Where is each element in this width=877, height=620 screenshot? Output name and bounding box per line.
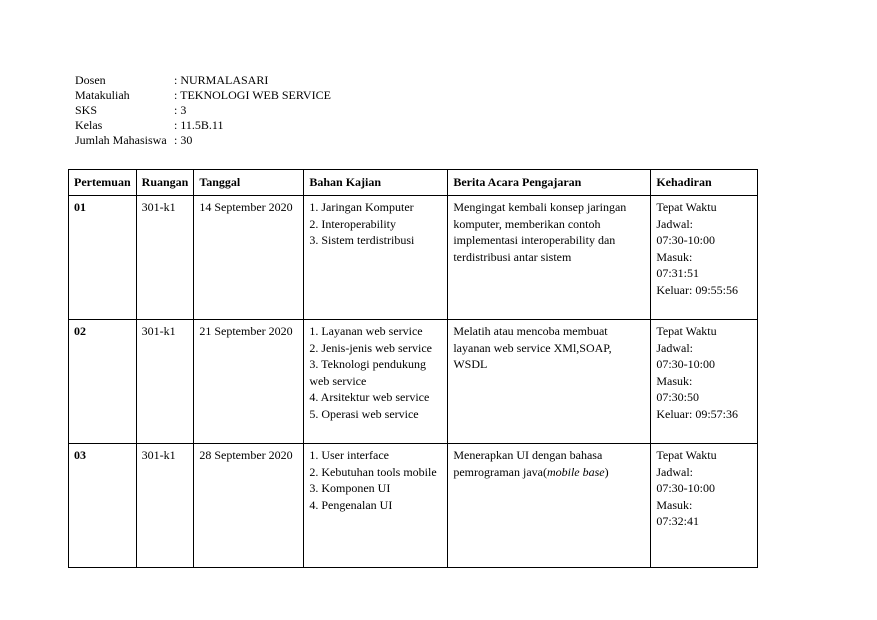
info-row-matakuliah bbox=[75, 88, 331, 103]
kehadiran-line: 07:30:50 bbox=[656, 390, 700, 404]
info-value: : NURMALASARI bbox=[174, 73, 269, 87]
list-item: 4. Arsitektur web service bbox=[309, 390, 430, 404]
kehadiran-line: 07:32:41 bbox=[656, 514, 700, 528]
info-row-dosen bbox=[75, 73, 331, 88]
info-value: : TEKNOLOGI WEB SERVICE bbox=[174, 88, 331, 102]
info-row-sks bbox=[75, 103, 331, 118]
info-label: Jumlah Mahasiswa bbox=[75, 133, 167, 147]
cell-bahan-kajian bbox=[304, 320, 448, 444]
cell-ruangan: 301-k1 bbox=[136, 320, 194, 444]
cell-kehadiran bbox=[651, 196, 758, 320]
cell-pertemuan: 01 bbox=[69, 196, 137, 320]
list-item: 1. User interface bbox=[309, 448, 389, 462]
kehadiran-line: 07:30-10:00 bbox=[656, 481, 716, 495]
info-value: : 3 bbox=[174, 103, 187, 117]
info-row-kelas bbox=[75, 118, 331, 133]
cell-ruangan: 301-k1 bbox=[136, 444, 194, 568]
attendance-table bbox=[68, 169, 758, 568]
info-label: SKS bbox=[75, 103, 98, 117]
cell-bahan-kajian bbox=[304, 196, 448, 320]
kehadiran-line: Jadwal: bbox=[656, 216, 693, 231]
bahan-list bbox=[309, 199, 442, 249]
cell-tanggal: 21 September 2020 bbox=[194, 320, 304, 444]
berita-emphasis: mobile base bbox=[546, 464, 605, 479]
course-info bbox=[75, 73, 331, 148]
cell-bahan-kajian bbox=[304, 444, 448, 568]
info-row-jumlah bbox=[75, 133, 331, 148]
list-item: 1. Jaringan Komputer bbox=[309, 200, 414, 214]
berita-text-end: ) bbox=[604, 464, 609, 479]
list-item: 2. Interoperability bbox=[309, 216, 396, 231]
kehadiran-line: Tepat Waktu bbox=[656, 324, 717, 338]
kehadiran-line: Masuk: bbox=[656, 497, 693, 512]
kehadiran-line: Keluar: 09:57:36 bbox=[656, 406, 738, 421]
info-label: Kelas bbox=[75, 118, 103, 132]
header-kehadiran: Kehadiran bbox=[651, 170, 758, 196]
info-label: Dosen bbox=[75, 73, 106, 87]
table-header-row bbox=[69, 170, 758, 196]
cell-kehadiran bbox=[651, 444, 758, 568]
kehadiran-line: 07:30-10:00 bbox=[656, 233, 716, 247]
cell-berita-acara: Mengingat kembali konsep jaringan komputer, memberikan contoh implementasi interoperability dan terdistribusi antar sistem bbox=[448, 196, 651, 320]
cell-tanggal: 28 September 2020 bbox=[194, 444, 304, 568]
header-bahan-kajian: Bahan Kajian bbox=[304, 170, 448, 196]
kehadiran-line: Masuk: bbox=[656, 373, 693, 388]
list-item: 3. Teknologi pendukung web service bbox=[309, 357, 426, 388]
info-label: Matakuliah bbox=[75, 88, 130, 102]
kehadiran-line: Tepat Waktu bbox=[656, 448, 717, 462]
header-tanggal: Tanggal bbox=[194, 170, 304, 196]
kehadiran-line: Jadwal: bbox=[656, 464, 693, 479]
cell-berita-acara bbox=[448, 444, 651, 568]
table-row bbox=[69, 320, 758, 444]
kehadiran-line: Masuk: bbox=[656, 249, 693, 264]
list-item: 2. Jenis-jenis web service bbox=[309, 340, 432, 355]
info-value: : 30 bbox=[174, 133, 193, 147]
kehadiran-line: 07:30-10:00 bbox=[656, 357, 716, 371]
bahan-list bbox=[309, 323, 442, 422]
kehadiran-line: 07:31:51 bbox=[656, 266, 700, 280]
cell-tanggal: 14 September 2020 bbox=[194, 196, 304, 320]
cell-ruangan: 301-k1 bbox=[136, 196, 194, 320]
header-berita-acara: Berita Acara Pengajaran bbox=[448, 170, 651, 196]
header-pertemuan: Pertemuan bbox=[69, 170, 137, 196]
cell-pertemuan: 03 bbox=[69, 444, 137, 568]
cell-pertemuan: 02 bbox=[69, 320, 137, 444]
list-item: 2. Kebutuhan tools mobile bbox=[309, 464, 437, 479]
bahan-list bbox=[309, 447, 442, 513]
list-item: 5. Operasi web service bbox=[309, 406, 419, 421]
kehadiran-line: Keluar: 09:55:56 bbox=[656, 282, 738, 297]
cell-kehadiran bbox=[651, 320, 758, 444]
info-value: : 11.5B.11 bbox=[174, 118, 224, 132]
list-item: 1. Layanan web service bbox=[309, 324, 423, 338]
berita-text: Menerapkan UI dengan bahasa pemrograman java( bbox=[453, 448, 603, 479]
cell-berita-acara: Melatih atau mencoba membuat layanan web service XMl,SOAP, WSDL bbox=[448, 320, 651, 444]
table-row bbox=[69, 196, 758, 320]
table-row bbox=[69, 444, 758, 568]
list-item: 3. Komponen UI bbox=[309, 481, 391, 495]
list-item: 4. Pengenalan UI bbox=[309, 497, 393, 512]
header-ruangan: Ruangan bbox=[136, 170, 194, 196]
kehadiran-line: Jadwal: bbox=[656, 340, 693, 355]
kehadiran-line: Tepat Waktu bbox=[656, 200, 717, 214]
list-item: 3. Sistem terdistribusi bbox=[309, 233, 415, 247]
